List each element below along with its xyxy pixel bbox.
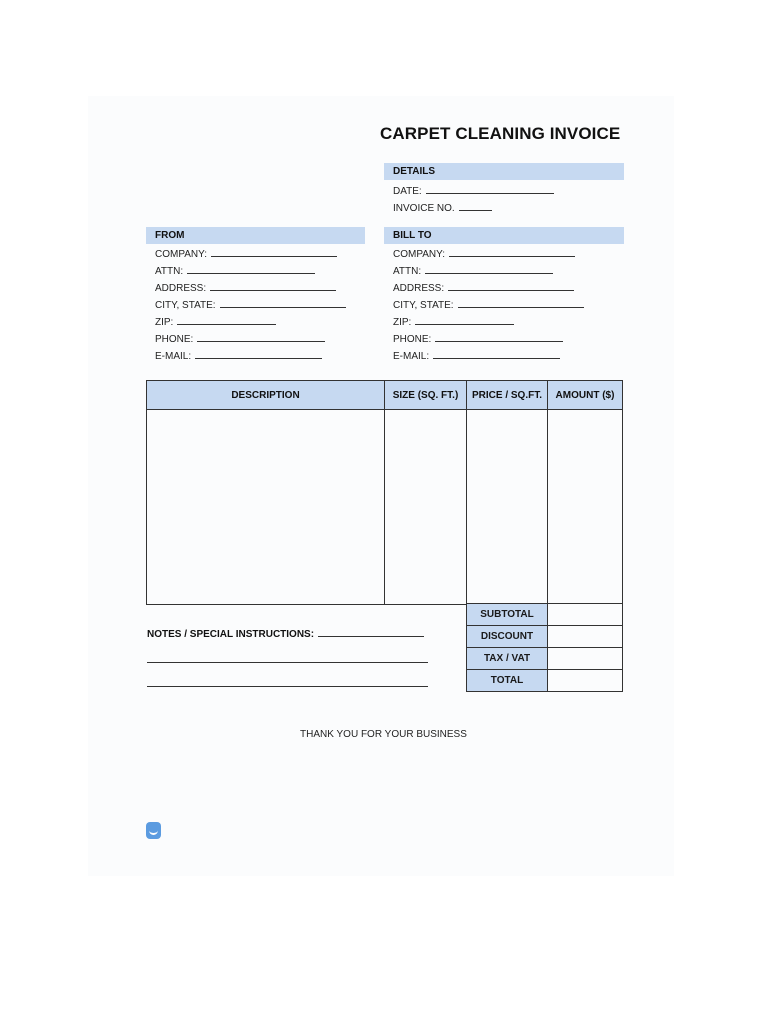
from-company-field[interactable] [155, 247, 337, 260]
invoice-no-label: INVOICE NO. [393, 203, 455, 214]
bill-to-email-label: E-MAIL: [393, 351, 430, 362]
from-email-label: E-MAIL: [155, 351, 192, 362]
column-description: DESCRIPTION [147, 381, 385, 410]
from-header: FROM [146, 227, 365, 244]
bill-to-phone-label: PHONE: [393, 334, 432, 345]
bill-to-attn-label: ATTN: [393, 266, 422, 277]
details-header: DETAILS [384, 163, 624, 180]
from-city-state-blank[interactable] [220, 298, 346, 308]
discount-label: DISCOUNT [467, 626, 548, 648]
size-cell[interactable] [385, 410, 467, 605]
bill-to-email-field[interactable] [393, 349, 560, 362]
tax-value[interactable] [548, 648, 623, 670]
from-zip-label: ZIP: [155, 317, 174, 328]
from-address-label: ADDRESS: [155, 283, 207, 294]
total-label: TOTAL [467, 670, 548, 692]
bill-to-address-field[interactable] [393, 281, 574, 294]
date-label: DATE: [393, 186, 422, 197]
invoice-no-blank[interactable] [459, 201, 492, 211]
bill-to-header: BILL TO [384, 227, 624, 244]
bill-to-attn-blank[interactable] [425, 264, 553, 274]
discount-row [467, 626, 623, 648]
from-address-field[interactable] [155, 281, 336, 294]
from-zip-blank[interactable] [177, 315, 276, 325]
from-city-state-label: CITY, STATE: [155, 300, 216, 311]
from-address-blank[interactable] [210, 281, 336, 291]
bill-to-address-blank[interactable] [448, 281, 574, 291]
bill-to-company-label: COMPANY: [393, 249, 446, 260]
bill-to-phone-field[interactable] [393, 332, 563, 345]
totals-table [466, 603, 623, 692]
bill-to-company-blank[interactable] [449, 247, 575, 257]
date-field[interactable] [393, 184, 554, 197]
bill-to-address-label: ADDRESS: [393, 283, 445, 294]
column-size: SIZE (SQ. FT.) [385, 381, 467, 410]
from-phone-blank[interactable] [197, 332, 325, 342]
total-value[interactable] [548, 670, 623, 692]
total-row [467, 670, 623, 692]
amount-cell[interactable] [548, 410, 623, 605]
from-company-label: COMPANY: [155, 249, 208, 260]
bill-to-city-state-label: CITY, STATE: [393, 300, 454, 311]
table-header-row [147, 381, 623, 410]
notes-blank[interactable] [318, 627, 424, 637]
notes-label: NOTES / SPECIAL INSTRUCTIONS: [147, 629, 315, 640]
date-blank[interactable] [426, 184, 554, 194]
tax-row [467, 648, 623, 670]
from-email-field[interactable] [155, 349, 322, 362]
thank-you-message: THANK YOU FOR YOUR BUSINESS [300, 729, 467, 740]
table-row [147, 410, 623, 605]
from-email-blank[interactable] [195, 349, 322, 359]
price-cell[interactable] [467, 410, 548, 605]
line-items-table [146, 380, 623, 605]
discount-value[interactable] [548, 626, 623, 648]
bill-to-email-blank[interactable] [433, 349, 560, 359]
subtotal-value[interactable] [548, 604, 623, 626]
bill-to-company-field[interactable] [393, 247, 575, 260]
from-phone-label: PHONE: [155, 334, 194, 345]
notes-line-2[interactable] [147, 662, 428, 663]
from-attn-blank[interactable] [187, 264, 315, 274]
from-company-blank[interactable] [211, 247, 337, 257]
bill-to-zip-label: ZIP: [393, 317, 412, 328]
description-cell[interactable] [147, 410, 385, 605]
bill-to-attn-field[interactable] [393, 264, 553, 277]
notes-line-3[interactable] [147, 686, 428, 687]
notes-field[interactable] [147, 627, 424, 640]
from-attn-label: ATTN: [155, 266, 184, 277]
brand-logo-icon [146, 822, 161, 839]
bill-to-phone-blank[interactable] [435, 332, 563, 342]
from-attn-field[interactable] [155, 264, 315, 277]
invoice-no-field[interactable] [393, 201, 492, 214]
bill-to-city-state-blank[interactable] [458, 298, 584, 308]
column-amount: AMOUNT ($) [548, 381, 623, 410]
subtotal-label: SUBTOTAL [467, 604, 548, 626]
column-price: PRICE / SQ.FT. [467, 381, 548, 410]
subtotal-row [467, 604, 623, 626]
invoice-title: CARPET CLEANING INVOICE [380, 124, 621, 143]
from-phone-field[interactable] [155, 332, 325, 345]
bill-to-zip-blank[interactable] [415, 315, 514, 325]
from-city-state-field[interactable] [155, 298, 346, 311]
from-zip-field[interactable] [155, 315, 276, 328]
bill-to-zip-field[interactable] [393, 315, 514, 328]
tax-label: TAX / VAT [467, 648, 548, 670]
bill-to-city-state-field[interactable] [393, 298, 584, 311]
